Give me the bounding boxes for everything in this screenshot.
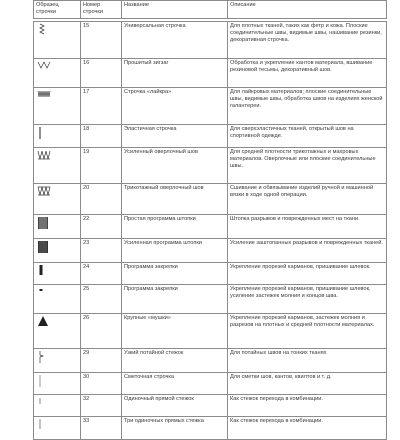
fly-tack-icon: [37, 315, 80, 330]
sample-cell: [34, 417, 81, 440]
stitch-name: Универсальная строчка: [122, 22, 228, 59]
triple-straight-stitch-icon: [37, 418, 80, 433]
reinforced-darning-icon: [37, 240, 80, 257]
table-body: [34, 22, 387, 440]
stitch-name: Крупные «мушки»: [122, 314, 228, 349]
stitch-number: 20: [81, 184, 122, 215]
stitch-name: Трикотажный оверлочный шов: [122, 184, 228, 215]
header-sample: Образец строчки: [34, 1, 81, 19]
stitch-description: Укрепление прорезей карманов, застежек молния и разрезов на плотных и средней плотности материалах.: [228, 314, 387, 349]
stitch-description: Для лайкровых материалов; плоские соединительные швы, видимые швы, обработка швов на изделиях женской галантереи.: [228, 88, 387, 125]
stitch-name: Строчка «лайкра»: [122, 88, 228, 125]
table-row: [34, 395, 387, 417]
sample-cell: [34, 22, 81, 59]
sample-cell: [34, 349, 81, 373]
stitch-description: Для потайных швов на тонких тканях: [228, 349, 387, 373]
stitch-number: 22: [81, 215, 122, 239]
bartack-icon: [37, 264, 80, 279]
table-row: [34, 184, 387, 215]
table-row: [34, 373, 387, 395]
stitch-description: Как стежок перехода в комбинации.: [228, 417, 387, 440]
reinforced-overlock-icon: [37, 149, 80, 164]
sample-cell: [34, 395, 81, 417]
stitch-number: 15: [81, 22, 122, 59]
sample-cell: [34, 239, 81, 263]
stitch-number: 33: [81, 417, 122, 440]
stitch-number: 23: [81, 239, 122, 263]
table-row: [34, 59, 387, 88]
bartack-small-icon: [37, 286, 80, 297]
header-description: Описание: [228, 1, 387, 19]
stitch-name: Программа закрепки: [122, 285, 228, 314]
simple-darning-icon: [37, 216, 80, 233]
stitch-number: 26: [81, 314, 122, 349]
sample-cell: [34, 59, 81, 88]
stitch-name: Программа закрепки: [122, 263, 228, 285]
stitch-name: Усиленный оверлочный шов: [122, 148, 228, 184]
single-straight-stitch-icon: [37, 396, 80, 409]
table-row: [34, 263, 387, 285]
table-row: [34, 215, 387, 239]
table-header-row: [34, 1, 387, 19]
stitch-number: 24: [81, 263, 122, 285]
stitch-description: Для плотных тканей, таких как фетр и кожа. Плоские соединительные швы, видимые швы, нашивание резинки, декоративная строчка.: [228, 22, 387, 59]
stitch-number: 17: [81, 88, 122, 125]
stitch-name: Эластичная строчка: [122, 125, 228, 148]
stitch-number: 32: [81, 395, 122, 417]
stitch-description: Сшивание и обвязывание изделий ручной и машинной вязки в ходе одной операции.: [228, 184, 387, 215]
table-row: [34, 285, 387, 314]
table-row: [34, 349, 387, 373]
stitch-number: 19: [81, 148, 122, 184]
table-row: [34, 22, 387, 59]
sample-cell: [34, 88, 81, 125]
stitch-name: Прошитый зигзаг: [122, 59, 228, 88]
stitch-number: 16: [81, 59, 122, 88]
stitch-name: Одиночный прямой стежок: [122, 395, 228, 417]
sample-cell: [34, 314, 81, 349]
stitch-number: 25: [81, 285, 122, 314]
stitch-name: Простая программа штопки: [122, 215, 228, 239]
sample-cell: [34, 285, 81, 314]
table-row: [34, 314, 387, 349]
stitch-description: Для сметки шов, кантов, квилтов и т. д.: [228, 373, 387, 395]
stitch-description: Для средней плотности трикотажных и махровых материалов. Оверлочные или плоские соединительные швы.: [228, 148, 387, 184]
table-row: [34, 88, 387, 125]
stitch-name: Сметочная строчка: [122, 373, 228, 395]
stitch-description: Как стежок перехода в комбинации.: [228, 395, 387, 417]
table-row: [34, 125, 387, 148]
lycra-stitch-icon: [37, 89, 80, 102]
basting-stitch-icon: [37, 374, 80, 391]
table-row: [34, 148, 387, 184]
stitch-name: Узкий потайной стежок: [122, 349, 228, 373]
stitch-description: Усиление заштопанных разрывов и поврежденных тканей.: [228, 239, 387, 263]
stitch-description: Обработка и укрепление кантов материала, вшивание резиновой тесьмы, декоративный шов.: [228, 59, 387, 88]
knit-overlock-icon: [37, 185, 80, 200]
sewn-zigzag-icon: [37, 60, 80, 73]
stitch-number: 30: [81, 373, 122, 395]
header-name: Название: [122, 1, 228, 19]
table-row: [34, 239, 387, 263]
elastic-stitch-icon: [37, 126, 80, 143]
stitch-name: Три одиночных прямых стежка: [122, 417, 228, 440]
sample-cell: [34, 263, 81, 285]
sample-cell: [34, 148, 81, 184]
stitch-name: Усиленная программа штопки: [122, 239, 228, 263]
sample-cell: [34, 373, 81, 395]
universal-stitch-icon: [37, 23, 80, 38]
stitch-description: Укрепление прорезей карманов, пришивание шлевок.: [228, 263, 387, 285]
narrow-blind-stitch-icon: [37, 350, 80, 367]
sample-cell: [34, 125, 81, 148]
sample-cell: [34, 184, 81, 215]
sample-cell: [34, 215, 81, 239]
stitch-table: [33, 0, 387, 440]
header-number: Номер строчки: [81, 1, 122, 19]
stitch-number: 29: [81, 349, 122, 373]
stitch-description: Укрепление прорезей карманов, пришивание шлевок, усиление застежек молния и концов шва.: [228, 285, 387, 314]
table-row: [34, 417, 387, 440]
stitch-description: Для сверхэластичных тканей, открытый шов на спортивной одежде.: [228, 125, 387, 148]
stitch-number: 18: [81, 125, 122, 148]
stitch-description: Штопка разрывов и поврежденных мест на ткани.: [228, 215, 387, 239]
